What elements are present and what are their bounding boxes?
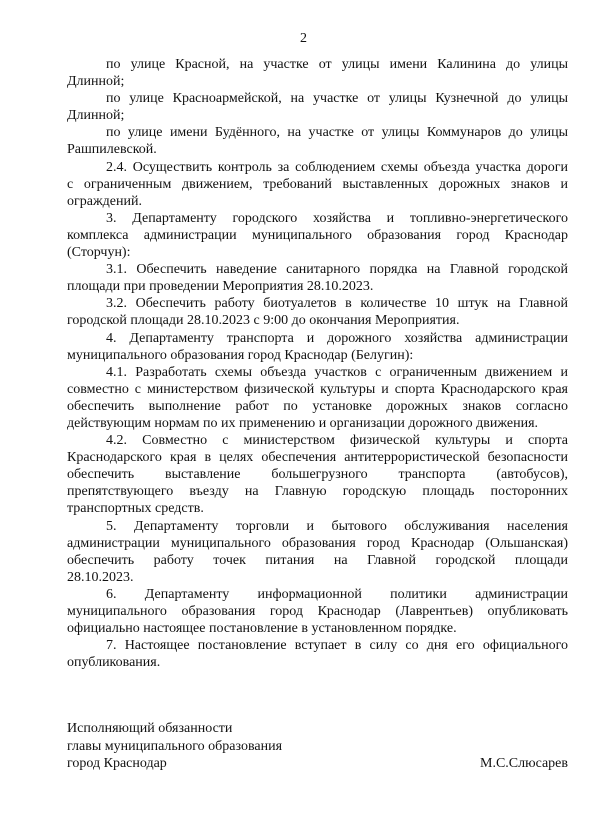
signature-position-line: город Краснодар bbox=[67, 756, 167, 771]
paragraph-line: транспортных средств. bbox=[67, 501, 204, 517]
paragraph-line: 28.10.2023. bbox=[67, 569, 134, 585]
paragraph-line: 7. Настоящее постановление вступает в силу со дня его официального bbox=[106, 638, 568, 654]
paragraph-line: комплекса администрации муниципального образования город Краснодар bbox=[67, 227, 568, 243]
paragraph bbox=[67, 90, 568, 124]
signatory-name: М.С.Слюсарев bbox=[480, 756, 568, 771]
paragraph-line: муниципального образования город Краснодар (Лаврентьев) опубликовать bbox=[67, 604, 568, 619]
paragraph-line: (Сторчун): bbox=[67, 245, 131, 261]
paragraph-line: городской площади 28.10.2023 с 9:00 до окончания Мероприятия. bbox=[67, 313, 460, 329]
paragraph-line: 3.2. Обеспечить работу биотуалетов в количестве 10 штук на Главной bbox=[106, 296, 568, 312]
paragraph-line: по улице Красноармейской, на участке от улицы Кузнечной до улицы bbox=[106, 91, 568, 107]
paragraph-line: Длинной; bbox=[67, 74, 125, 90]
paragraph bbox=[67, 586, 568, 637]
paragraph-line: действующим нормам по их применению и организации дорожного движения. bbox=[67, 415, 539, 431]
paragraph-line: 2.4. Осуществить контроль за соблюдением схемы объезда участка дороги bbox=[106, 159, 568, 175]
paragraph bbox=[67, 432, 568, 517]
paragraph bbox=[67, 124, 568, 158]
paragraph-line: 4. Департаменту транспорта и дорожного хозяйства администрации bbox=[106, 330, 568, 346]
paragraph-line: муниципального образования город Краснодар (Белугин): bbox=[67, 347, 414, 363]
document-body bbox=[67, 56, 568, 671]
paragraph-line: обеспечить выставление большегрузного транспорта (автобусов), bbox=[67, 467, 568, 483]
paragraph-line: администрации муниципального образования город Краснодар (Ольшанская) bbox=[67, 535, 568, 551]
paragraph-line: 4.1. Разработать схемы объезда участков с ограниченным движением и bbox=[106, 364, 568, 380]
paragraph-line: совместно с министерством физической культуры и спорта Краснодарского края bbox=[67, 381, 568, 397]
paragraph bbox=[67, 210, 568, 261]
paragraph bbox=[67, 261, 568, 295]
paragraph bbox=[67, 159, 568, 210]
paragraph bbox=[67, 518, 568, 586]
paragraph-line: 3.1. Обеспечить наведение санитарного порядка на Главной городской bbox=[106, 262, 568, 278]
page-number: 2 bbox=[300, 31, 307, 46]
paragraph bbox=[67, 56, 568, 90]
paragraph-line: 3. Департаменту городского хозяйства и топливно-энергетического bbox=[106, 210, 568, 226]
paragraph-line: 6. Департаменту информационной политики администрации bbox=[106, 586, 568, 602]
signature-position-line: главы муниципального образования bbox=[67, 738, 283, 754]
paragraph-line: обеспечить выполнение работ по установке дорожных знаков согласно bbox=[67, 398, 568, 414]
paragraph-line: Рашпилевской. bbox=[67, 142, 157, 158]
signature-block bbox=[67, 720, 568, 773]
paragraph-line: препятствующего въезду на Главную городскую площадь посторонних bbox=[67, 484, 568, 500]
paragraph-line: площади при проведении Мероприятия 28.10.2023. bbox=[67, 279, 374, 295]
paragraph bbox=[67, 295, 568, 329]
paragraph-line: ограждений. bbox=[67, 193, 142, 209]
paragraph-line: Длинной; bbox=[67, 108, 125, 124]
paragraph-line: по улице имени Будённого, на участке от улицы Коммунаров до улицы bbox=[106, 125, 568, 141]
paragraph-line: опубликования. bbox=[67, 655, 161, 671]
signature-position-line: Исполняющий обязанности bbox=[67, 721, 233, 736]
paragraph-line: Краснодарского края в целях обеспечения антитеррористической безопасности bbox=[67, 450, 568, 466]
paragraph-line: с ограниченным движением, требований выставленных дорожных знаков и bbox=[67, 176, 568, 192]
paragraph bbox=[67, 330, 568, 364]
paragraph-line: 5. Департаменту торговли и бытового обслуживания населения bbox=[106, 518, 568, 534]
paragraph-line: официально настоящее постановление в установленном порядке. bbox=[67, 621, 457, 637]
paragraph-line: по улице Красной, на участке от улицы имени Калинина до улицы bbox=[106, 57, 568, 72]
paragraph-line: обеспечить работу точек питания на Главной городской площади bbox=[67, 552, 568, 568]
paragraph bbox=[67, 364, 568, 432]
paragraph-line: 4.2. Совместно с министерством физической культуры и спорта bbox=[106, 433, 568, 449]
paragraph bbox=[67, 637, 568, 671]
